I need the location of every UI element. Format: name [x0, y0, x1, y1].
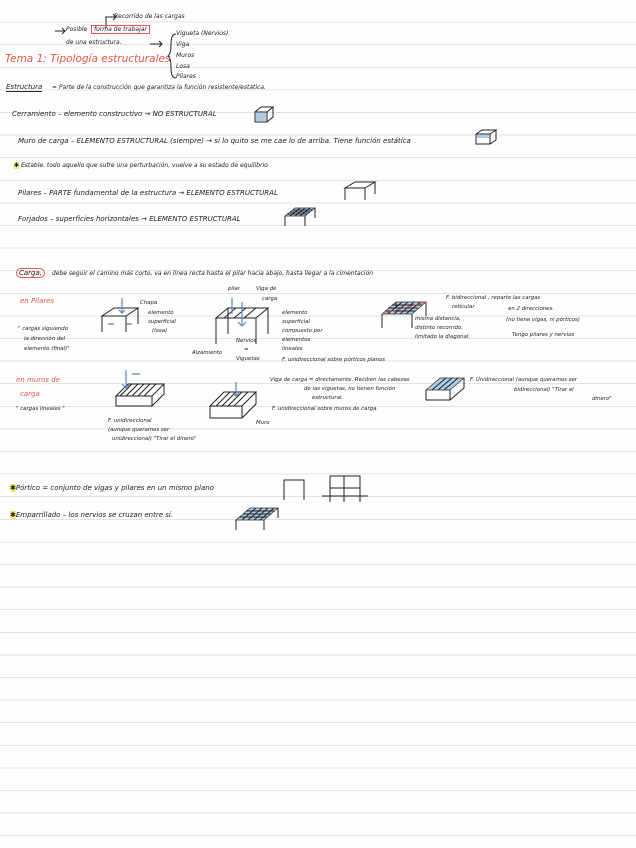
- pilares-note: elemento (final)": [24, 346, 70, 352]
- estructura-text: = Parte de la construcción que garantiza la función resistente/estática.: [52, 84, 266, 91]
- chapa-label: Chapa: [140, 300, 158, 306]
- carga-label: Carga,: [16, 268, 45, 278]
- carga-text: debe seguir el camino más corto, va en línea recta hasta el pilar hacia abajo, hasta llegar a la cimentación: [52, 270, 374, 277]
- f-uni-porticos: F. unidireccional sobre pórticos planos: [282, 357, 386, 363]
- elem-sup2-label: elemento: [282, 310, 308, 316]
- estable-text: ✱ Estable. todo aquello que sufre una perturbación, vuelve a su estado de equilibrio: [14, 162, 268, 169]
- pilares-heading: en Pilares: [20, 297, 55, 305]
- bidir-label: en 2 direcciones.: [508, 306, 555, 312]
- emparrillado-row: ✱Emparrillado – los nervios se cruzan entre sí.: [10, 511, 174, 519]
- emparrillado-sketch: [234, 504, 282, 534]
- list-item: Viga: [176, 41, 190, 48]
- list-item: Vigueta (Nervios).: [176, 30, 231, 37]
- muros-funi: unidireccional) "Tirar el dinero": [112, 436, 197, 442]
- estructura-label: Estructura: [6, 83, 43, 91]
- posible-label: Posible: [66, 26, 88, 33]
- tengo-label: Tengo pilares y nervios: [512, 332, 575, 338]
- muro-text: Muro de carga – ELEMENTO ESTRUCTURAL (siempre) → si lo quito se me cae lo de arriba. Tiene función estática: [18, 137, 411, 145]
- viga-carga-label: carga: [262, 296, 278, 302]
- muros-right-sketch: [424, 372, 468, 404]
- cerramiento-text: Cerramiento – elemento constructivo → NO ESTRUCTURAL: [12, 110, 217, 118]
- viga-desc: de las viguetas, no tienen función: [304, 386, 396, 392]
- portico-sketch: [282, 474, 374, 504]
- pilares-note: la dirección del: [24, 336, 66, 342]
- de-una-estructura: de una estructura.: [66, 39, 122, 46]
- list-item: Losa: [176, 63, 190, 70]
- viga-desc: estructural.: [312, 395, 344, 401]
- arrow-right-icon: [55, 27, 67, 35]
- muros-heading: en muros de: [16, 376, 61, 384]
- muro-label: Muro: [256, 420, 270, 426]
- bidir-label: F. bidireccional , reparte las cargas: [446, 295, 541, 301]
- viga-carga-sketch: [206, 380, 262, 424]
- viga-desc: Viga de carga = directamente. Reciben las cabezas: [270, 377, 410, 383]
- arrow-right-icon: [150, 40, 164, 48]
- pilares-text: Pilares – PARTE fundamental de la estructura → ELEMENTO ESTRUCTURAL: [18, 189, 278, 197]
- misma-label: limitado la diagonal.: [415, 334, 470, 340]
- elem-sup2-label: elementos: [282, 337, 311, 343]
- page-title: Tema 1: Tipología estructurales: [5, 53, 171, 65]
- muros-heading: carga: [20, 390, 40, 398]
- forma-trabajar-box: forma de trabajar: [91, 25, 150, 34]
- pilares-note: " cargas siguiendo: [18, 326, 69, 332]
- slab-grid-sketch: [283, 206, 317, 228]
- elemento-sup-label: superficial: [148, 319, 176, 325]
- muro-sketch: [474, 128, 498, 146]
- box-sketch: [253, 104, 275, 124]
- portico-row: ✱Pórtico = conjunto de vigas y pilares en un mismo plano: [10, 484, 214, 492]
- muros-right: bidireccional) "Tirar el: [514, 387, 574, 393]
- list-item: Muros: [176, 52, 195, 59]
- alzado-label: Alzamiento: [192, 350, 223, 356]
- nervios-label: =: [244, 347, 249, 353]
- nervios-label: Nervios: [236, 338, 257, 344]
- elem-sup2-label: lineales: [282, 346, 303, 352]
- elemento-sup-label: elemento: [148, 310, 174, 316]
- elem-sup2-label: compuesto por: [282, 328, 323, 334]
- elemento-sup-label: (losa): [152, 328, 168, 334]
- frame-sketch: [343, 180, 377, 202]
- no-vigas-label: (no tiene vigas, ni pórticos): [506, 317, 580, 323]
- forjados-text: Forjados – superficies horizontales → ELEMENTO ESTRUCTURAL: [18, 215, 241, 223]
- muros-funi: (aunque queramos ser: [108, 427, 170, 433]
- bidir-label: reticular: [452, 304, 475, 310]
- list-item: Pilares: [176, 73, 196, 80]
- muro-carga-sketch: [112, 366, 168, 412]
- elem-sup2-label: superficial: [282, 319, 310, 325]
- f-uni-muros: F. unidireccional sobre muros de carga.: [272, 406, 379, 412]
- muros-right: F. Unidireccional (aunque queramos ser: [470, 377, 577, 383]
- recorrido-label: Recorrido de las cargas: [114, 13, 185, 20]
- muros-funi: F. unidireccional: [108, 418, 152, 424]
- pilar-label: pilar: [228, 286, 240, 292]
- viga-carga-label: Viga de: [256, 286, 277, 292]
- muros-right: dinero": [592, 396, 612, 402]
- muros-note: " cargas lineales ": [16, 406, 65, 412]
- nervios-label: Viguetas: [236, 356, 260, 362]
- losa-pilar-sketch: [98, 296, 144, 338]
- misma-label: distinto recorrido,: [415, 325, 464, 331]
- misma-label: misma distancia,: [415, 316, 461, 322]
